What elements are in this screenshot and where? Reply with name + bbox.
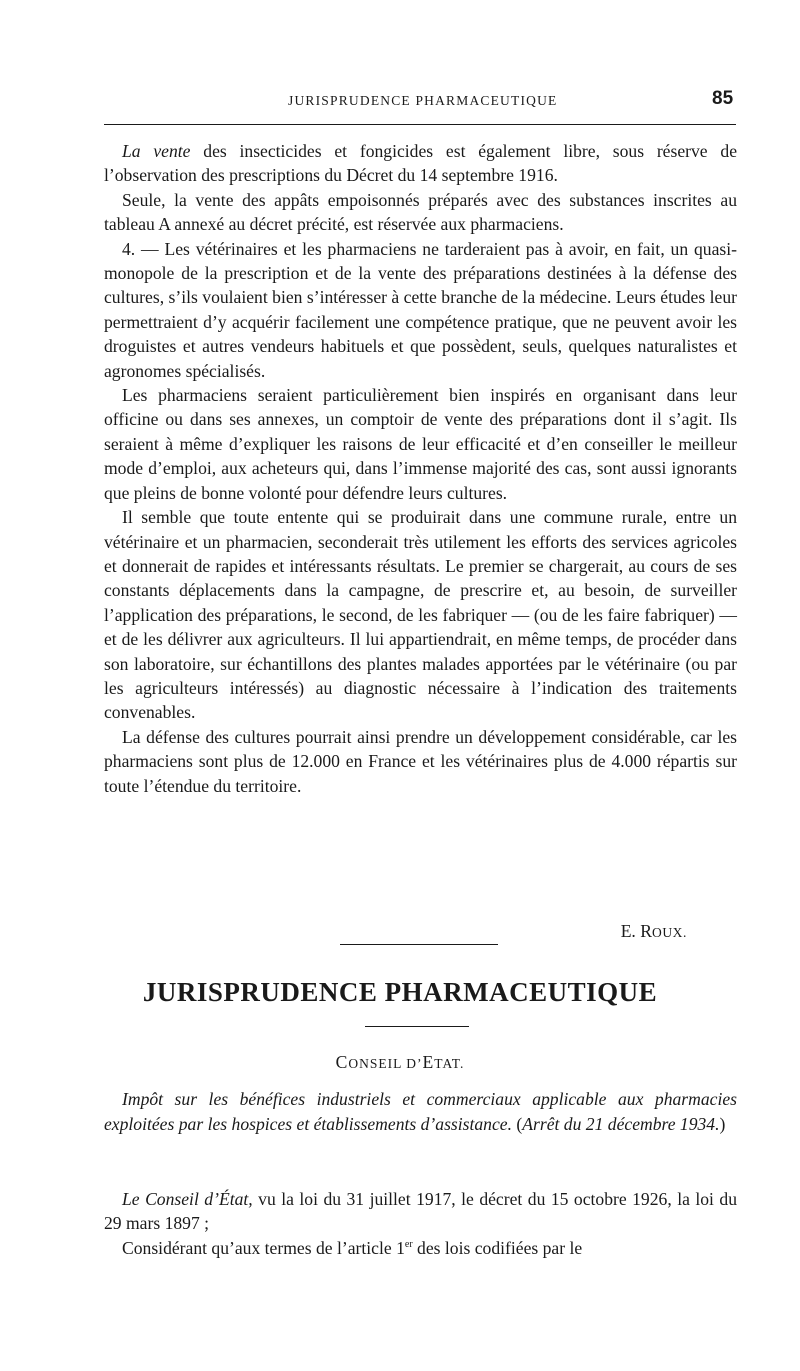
decision-summary-paren-close: ) — [719, 1114, 726, 1134]
decision-summary-italic: Impôt sur les bénéfices industriels et commerciaux applicable aux pharmacies exploitées par les hospices et établissements d’assistance. — [104, 1089, 737, 1134]
article-body — [104, 139, 737, 798]
paragraph-1 — [104, 139, 737, 188]
subsection-letter-e: E — [422, 1052, 435, 1072]
subsection-word-2: TAT. — [434, 1056, 465, 1071]
decision-body — [104, 1187, 737, 1260]
header-rule — [104, 124, 736, 125]
subsection-word-1: ONSEIL D’ — [348, 1056, 423, 1071]
decision-paragraph-2-end: des lois codifiées par le — [412, 1237, 583, 1258]
paragraph-6: La défense des cultures pourrait ainsi prendre un développement considérable, car les pharmaciens sont plus de 12.000 en France et les vétérinaires plus de 4.000 répartis sur toute l’étendue du territoire. — [104, 726, 737, 796]
section-title: JURISPRUDENCE PHARMACEUTIQUE — [142, 977, 658, 1007]
subsection-heading — [0, 1052, 800, 1073]
paragraph-1-italic: La vente — [122, 141, 191, 161]
decision-paragraph-1-text: vu la loi du 31 juillet 1917, le décret du 15 octobre 1926, la loi du 29 mars 1897 ; — [104, 1189, 738, 1234]
decision-paragraph-2-sup: er — [404, 1238, 413, 1250]
running-header — [0, 88, 800, 114]
signature-rest: OUX. — [651, 925, 687, 940]
decision-paragraph-2 — [104, 1236, 737, 1260]
paragraph-5: Il semble que toute entente qui se produirait dans une commune rurale, entre un vétérinaire et un pharmacien, seconderait très utilement les efforts des services agricoles et donnerait de rapides et intéressants résultats. Le premier se chargerait, au cours de ses constants déplacements dans la campagne, de prescrire et, au besoin, de surveiller l’application des préparations, le second, de les fabriquer — (ou de les faire fabriquer) — et de les délivrer aux agriculteurs. Il lui appartiendrait, en même temps, de procéder dans son laboratoire, sur échantillons des plantes malades apportées par le vétérinaire (ou par les agriculteurs intéressés) au diagnostic nécessaire à l’indication des traitements convenables. — [104, 507, 737, 723]
paragraph-2: Seule, la vente des appâts empoisonnés préparés avec des substances inscrites au tableau A annexé au décret précité, est réservée aux pharmaciens. — [104, 189, 737, 235]
paragraph-1-text: des insecticides et fongicides est également libre, sous réserve de l’observation des prescriptions du Décret du 14 septembre 1916. — [104, 141, 738, 186]
article-end-rule — [340, 944, 498, 945]
decision-summary-date: Arrêt du 21 décembre 1934. — [522, 1114, 720, 1134]
author-signature — [104, 919, 687, 945]
decision-paragraph-1 — [104, 1187, 737, 1236]
decision-paragraph-2-start: Considérant qu’aux termes de l’article 1 — [122, 1237, 405, 1258]
paragraph-3: 4. — Les vétérinaires et les pharmaciens ne tarderaient pas à avoir, en fait, un quasi-monopole de la prescription et de la vente des préparations destinées à la défense des cultures, s’ils voulaient bien s’intéresser à cette branche de la médecine. Leurs études leur permettraient d’y acquérir facilement une compétence pratique, que ne peuvent avoir les droguistes et autres vendeurs habituels et que possèdent, seuls, quelques naturalistes et agronomes spécialisés. — [104, 238, 737, 381]
running-title: JURISPRUDENCE PHARMACEUTIQUE — [288, 93, 558, 108]
decision-summary-paren-open: ( — [512, 1114, 523, 1134]
decision-summary — [104, 1087, 737, 1137]
signature-initial: E. R — [620, 921, 652, 941]
subsection-letter-c: C — [335, 1052, 349, 1072]
decision-paragraph-1-italic: Le Conseil d’État, — [122, 1189, 253, 1209]
page-number: 85 — [712, 88, 734, 109]
section-title-rule — [365, 1026, 469, 1027]
paragraph-4: Les pharmaciens seraient particulièrement bien inspirés en organisant dans leur officine ou dans ses annexes, un comptoir de vente des préparations dont il s’agit. Ils seraient à même d’expliquer les raisons de leur efficacité et d’en conseiller le meilleur mode d’emploi, aux acheteurs qui, dans l’immense majorité des cas, sont aussi ignorants que pleins de bonne volonté pour défendre leurs cultures. — [104, 385, 737, 503]
